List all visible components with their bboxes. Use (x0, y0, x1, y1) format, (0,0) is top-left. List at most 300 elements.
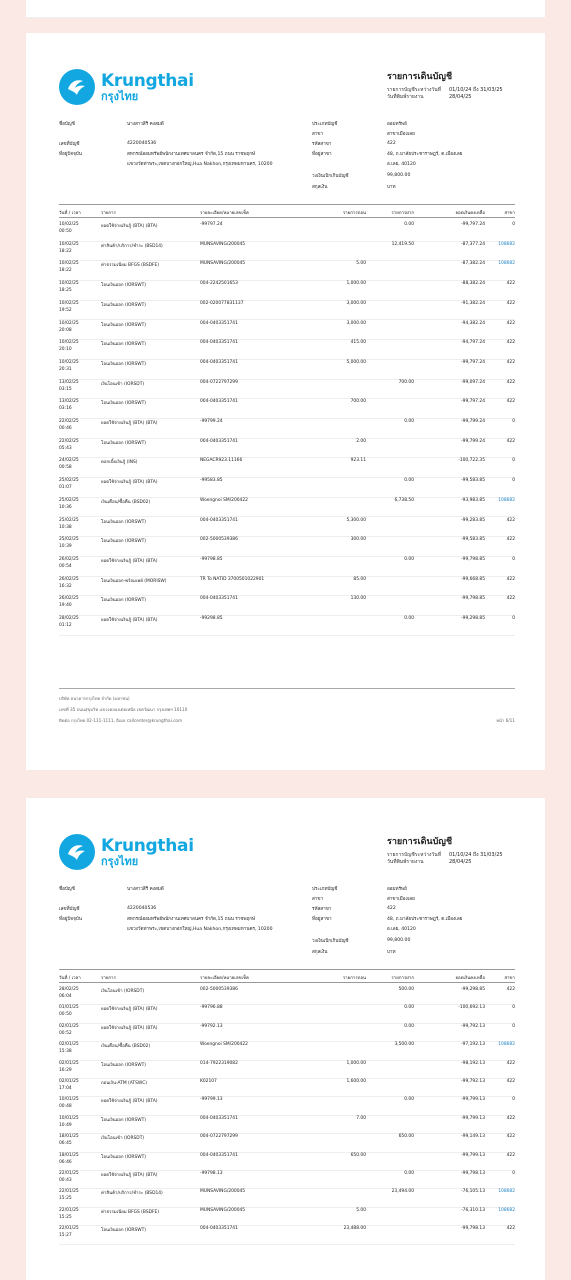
cell-detail: 004-0722797299 (200, 1134, 238, 1140)
table-row (59, 439, 515, 459)
column-header: รายละเอียด/หมายเลขเช็ค (200, 211, 249, 216)
column-header: วันที่ / เวลา (59, 211, 81, 216)
logo-text-th: กรุงไทย (101, 854, 139, 868)
account-name-value: นางสาวสิริ คงสมดี (127, 887, 164, 892)
branch-code-value: 422 (387, 141, 396, 146)
cell-balance: -97,192.13 (461, 1042, 485, 1048)
cell-branch: 108682 (498, 1207, 515, 1213)
table-row (59, 557, 515, 577)
overdraft-limit-label: วงเงินเบิกเกินบัญชี (312, 939, 349, 944)
cell-date: 22/02/25 (59, 438, 79, 444)
cell-time: 00:50 (59, 1012, 72, 1018)
cell-time: 03:16 (59, 406, 72, 412)
cell-desc: โอนเงินออก (IORSWT) (101, 302, 147, 308)
cell-date: 25/02/25 (59, 537, 79, 543)
cell-date: 02/01/25 (59, 1060, 79, 1066)
cell-withdraw: 2.00 (356, 438, 366, 444)
cell-desc: ค่าธรรมเนียม BFGS (BSDFE) (101, 263, 160, 269)
column-header: รายการ (101, 976, 116, 981)
table-row (59, 1226, 515, 1244)
branch-address-line-1: 48, ถ.มาลัยประชาราษฎร์, ต.เมืองเลย (387, 152, 463, 157)
cell-desc: เงินโอนเข้า (IORSDT) (101, 381, 145, 387)
logo-text-en: Krungthai (101, 70, 194, 91)
cell-detail: -99797.24 (200, 222, 223, 227)
cell-date: 10/02/25 (59, 281, 79, 287)
table-row (59, 1061, 515, 1079)
cell-desc: โอนเงินออก-พร้อมเพย์ (MORISW) (101, 578, 167, 584)
cell-desc: ยอดใช้จ่ายเงินกู้ (BTA) (BTA) (101, 1173, 158, 1178)
cell-branch: 422 (506, 517, 515, 523)
print-date-value: 28/04/25 (449, 859, 472, 865)
cell-branch: 0 (512, 419, 515, 424)
cell-balance: -99,797.24 (461, 359, 485, 365)
cell-date: 25/02/25 (59, 478, 79, 484)
cell-desc: ยอดใช้จ่ายเงินกู้ (BTA) (BTA) (101, 1007, 158, 1013)
table-row (59, 261, 515, 281)
column-header: ยอดเงินคงเหลือ (455, 976, 485, 981)
table-row (59, 281, 515, 301)
account-number-value: 4220040536 (127, 141, 157, 146)
cell-balance: -99,797.24 (461, 222, 485, 227)
cell-detail: 004-0403351741 (200, 1115, 238, 1121)
overdraft-limit-label: วงเงินเบิกเกินบัญชี (312, 174, 349, 179)
cell-branch: 0 (512, 1023, 515, 1029)
branch-code-value: 422 (387, 906, 396, 911)
cell-time: 00:54 (59, 563, 72, 569)
statement-page-2 (26, 798, 545, 1280)
cell-desc: ถอนเงิน-ATM (ATSWC) (101, 1081, 148, 1086)
cell-date: 24/02/25 (59, 458, 79, 464)
cell-desc: ยอดใช้จ่ายเงินกู้ (BTA) (BTA) (101, 618, 158, 623)
cell-withdraw: 1,600.00 (346, 1079, 366, 1084)
cell-desc: โอนเงินออก (IORSWT) (101, 342, 147, 348)
currency-label: สกุลเงิน (312, 950, 328, 955)
logo-text-th: กรุงไทย (101, 89, 139, 103)
table-row (59, 242, 515, 262)
cell-date: 10/02/25 (59, 222, 79, 227)
cell-time: 06:46 (59, 1159, 72, 1165)
branch-value: สาขาเมืองเลย (387, 132, 415, 137)
table-row (59, 380, 515, 400)
cell-desc: โอนเงินออก (IORSWT) (101, 1154, 147, 1160)
cell-desc: โอนเงินออก (IORSWT) (101, 401, 147, 407)
cell-balance: -99,799.13 (461, 1115, 485, 1121)
branch-address-line-2: อ.เลย, 40120 (387, 927, 416, 932)
cell-date: 18/01/25 (59, 1134, 79, 1140)
cell-desc: โอนเงินออก (IORSWT) (101, 1117, 147, 1123)
cell-date: 22/01/25 (59, 1171, 79, 1176)
cell-desc: โอนเงินออก (IORSWT) (101, 598, 147, 604)
cell-withdraw: 85.00 (353, 576, 366, 582)
cell-desc: โอนเงินออก (IORSWT) (101, 322, 147, 328)
cell-deposit: 0.00 (404, 419, 414, 424)
cell-branch: 0 (512, 556, 515, 562)
cell-date: 22/01/25 (59, 1226, 79, 1232)
cell-desc: ยอดใช้จ่ายเงินกู้ (BTA) (BTA) (101, 224, 158, 229)
account-type-value: ออมทรัพย์ (387, 887, 407, 892)
cell-desc: ยอดใช้จ่ายเงินกู้ (BTA) (BTA) (101, 421, 158, 426)
cell-deposit: 3,500.00 (394, 1042, 414, 1048)
table-row (59, 321, 515, 341)
cell-branch: 422 (506, 340, 515, 346)
cell-time: 20:31 (59, 366, 72, 372)
bird-emblem-icon (59, 69, 95, 105)
table-row (59, 1134, 515, 1152)
cell-date: 22/01/25 (59, 1207, 79, 1213)
table-header (59, 204, 515, 218)
cell-desc: โอนเงินออก (IORSWT) (101, 519, 147, 525)
statement-title: รายการเดินบัญชี (387, 72, 453, 82)
cell-balance: -99,798.85 (461, 596, 485, 602)
table-row (59, 1042, 515, 1060)
table-row (59, 1208, 515, 1226)
cell-date: 10/02/25 (59, 340, 79, 346)
cell-time: 10:36 (59, 504, 72, 510)
cell-desc: ค่าธรรมเนียม BFGS (BSDFE) (101, 1209, 160, 1215)
cell-deposit: 0.00 (404, 1023, 414, 1029)
cell-balance: -98,192.13 (461, 1060, 485, 1066)
cell-detail: -99798.13 (200, 1171, 223, 1176)
cell-balance: -99,149.13 (461, 1134, 485, 1140)
cell-detail: 002-5000539386 (200, 537, 238, 543)
cell-branch: 422 (506, 399, 515, 405)
cell-branch: 422 (506, 1079, 515, 1084)
cell-balance: -99,798.85 (461, 556, 485, 562)
account-number-label: เลขที่บัญชี (59, 142, 80, 147)
account-name-value: นางสาวสิริ คงสมดี (127, 122, 164, 127)
cell-detail: MUNSAVING/200045 (200, 1189, 246, 1195)
cell-withdraw: 5.00 (356, 261, 366, 267)
cell-balance: -99,799.24 (461, 438, 485, 444)
branch-address-line-1: 48, ถ.มาลัยประชาราษฎร์, ต.เมืองเลย (387, 917, 463, 922)
cell-withdraw: 23,488.00 (343, 1226, 366, 1232)
branch-code-label: รหัสสาขา (312, 142, 332, 147)
cell-time: 16:29 (59, 1067, 72, 1073)
column-header: รายละเอียด/หมายเลขเช็ค (200, 976, 249, 981)
cell-balance: -100,722.35 (458, 458, 485, 464)
column-header: รายการถอน (342, 211, 366, 216)
cell-withdraw: 130.00 (350, 596, 366, 602)
cell-time: 16:32 (59, 583, 72, 589)
cell-branch: 0 (512, 616, 515, 621)
period-value: 01/10/24 ถึง 31/03/25 (449, 851, 503, 858)
table-row (59, 596, 515, 616)
cell-time: 01:07 (59, 485, 72, 491)
cell-deposit: 0.00 (404, 1005, 414, 1011)
cell-balance: -99,583.85 (461, 537, 485, 543)
cell-balance: -99,283.85 (461, 517, 485, 523)
account-type-label: ประเภทบัญชี (312, 122, 338, 127)
cell-desc: ยอดใช้จ่ายเงินกู้ (BTA) (BTA) (101, 1099, 158, 1105)
cell-withdraw: 700.00 (350, 399, 366, 405)
cell-balance: -99,792.13 (461, 1023, 485, 1029)
address-line-2: แขวงวัดท่าพระ,เขตบางกอกใหญ่,Hua Nakhon,กรุงเทพมหานคร, 10200 (127, 927, 273, 932)
table-row (59, 616, 515, 636)
cell-time: 15:27 (59, 1233, 72, 1239)
cell-branch: 422 (506, 1115, 515, 1121)
krungthai-logo (59, 834, 194, 870)
branch-label: สาขา (312, 132, 324, 137)
cell-balance: -87,377.24 (461, 241, 485, 247)
cell-withdraw: 1,000.00 (346, 1060, 366, 1066)
cell-balance: -99,797.24 (461, 399, 485, 405)
cell-date: 02/01/25 (59, 1042, 79, 1048)
cell-balance: -91,382.24 (461, 300, 485, 306)
cell-detail: 004-0403351741 (200, 399, 238, 405)
cell-date: 02/01/25 (59, 1023, 79, 1029)
cell-desc: โอนเงินออก (IORSWT) (101, 283, 147, 289)
account-name-label: ชื่อบัญชี (59, 887, 75, 892)
cell-detail: 014-7922319082 (200, 1060, 238, 1066)
cell-detail: K02107 (200, 1079, 217, 1084)
currency-value: บาท (387, 950, 396, 955)
cell-deposit: 0.00 (404, 1171, 414, 1176)
table-row (59, 498, 515, 518)
cell-date: 26/02/25 (59, 556, 79, 562)
cell-desc: ยอดใช้จ่ายเงินกู้ (BTA) (BTA) (101, 558, 158, 564)
cell-branch: 422 (506, 1060, 515, 1066)
cell-detail: 004-0403351741 (200, 340, 238, 346)
cell-time: 15:38 (59, 1049, 72, 1055)
cell-detail: 002-020077831137 (200, 300, 244, 306)
cell-time: 20:08 (59, 327, 72, 333)
cell-balance: -99,799.13 (461, 1097, 485, 1103)
cell-time: 10:49 (59, 1122, 72, 1128)
statement-title-block (387, 71, 503, 102)
cell-detail: 002-5000539386 (200, 987, 238, 992)
cell-branch: 0 (512, 458, 515, 464)
cell-branch: 422 (506, 320, 515, 326)
table-row (59, 987, 515, 1005)
branch-address-label: ที่อยู่สาขา (312, 917, 332, 922)
branch-code-label: รหัสสาขา (312, 907, 332, 912)
cell-balance: -99,298.85 (461, 987, 485, 992)
cell-desc: ค่าสินค้า/บริการ/ชำระ (BSD14) (101, 243, 163, 249)
statement-page-1 (26, 33, 545, 770)
currency-label: สกุลเงิน (312, 185, 328, 190)
table-row (59, 222, 515, 242)
cell-time: 00:48 (59, 1104, 72, 1110)
cell-time: 05:43 (59, 445, 72, 451)
table-row (59, 301, 515, 321)
cell-balance: -99,583.85 (461, 478, 485, 484)
cell-branch: 422 (506, 576, 515, 582)
cell-branch: 422 (506, 438, 515, 444)
cell-branch: 0 (512, 222, 515, 227)
cell-balance: -76,105.13 (461, 1189, 485, 1195)
table-row (59, 1189, 515, 1207)
cell-date: 01/01/25 (59, 1005, 79, 1011)
cell-desc: โอนเงินออก (IORSWT) (101, 361, 147, 367)
cell-time: 00:50 (59, 229, 72, 234)
cell-time: 00:46 (59, 426, 72, 431)
cell-time: 10:39 (59, 544, 72, 550)
address-label: ที่อยู่ปัจจุบัน (59, 152, 82, 157)
branch-address-label: ที่อยู่สาขา (312, 152, 332, 157)
cell-withdraw: 650.00 (350, 1152, 366, 1158)
cell-time: 18:22 (59, 268, 72, 274)
cell-branch: 0 (512, 1097, 515, 1103)
cell-desc: โอนเงินออก (IORSWT) (101, 1062, 147, 1068)
cell-branch: 0 (512, 1171, 515, 1176)
table-header (59, 969, 515, 983)
cell-withdraw: 3,000.00 (346, 320, 366, 326)
cell-date: 10/02/25 (59, 359, 79, 365)
table-row (59, 340, 515, 360)
cell-date: 28/02/25 (59, 616, 79, 621)
cell-balance: -93,983.85 (461, 497, 485, 503)
cell-date: 13/02/25 (59, 399, 79, 405)
cell-withdraw: 5,300.00 (346, 517, 366, 523)
cell-balance: -76,310.13 (461, 1207, 485, 1213)
cell-time: 19:52 (59, 307, 72, 313)
cell-date: 10/02/25 (59, 320, 79, 326)
cell-withdraw: 5,000.00 (346, 359, 366, 365)
cell-desc: เงินเดือน/ซื้อคืน (BSD02) (101, 499, 151, 505)
cell-balance: -99,799.24 (461, 419, 485, 424)
cell-branch: 108682 (498, 497, 515, 503)
table-row (59, 577, 515, 597)
cell-date: 26/02/25 (59, 576, 79, 582)
cell-balance: -99,097.24 (461, 379, 485, 385)
address-line-2: แขวงวัดท่าพระ,เขตบางกอกใหญ่,Hua Nakhon,กรุงเทพมหานคร, 10200 (127, 162, 273, 167)
cell-date: 10/01/25 (59, 1115, 79, 1121)
cell-withdraw: 7.00 (356, 1115, 366, 1121)
previous-page-edge (26, 0, 545, 18)
cell-branch: 422 (506, 1134, 515, 1140)
cell-balance: -87,382.24 (461, 261, 485, 267)
cell-detail: 004-0403351741 (200, 1152, 238, 1158)
cell-time: 06:04 (59, 994, 72, 999)
cell-branch: 422 (506, 987, 515, 992)
cell-detail: -99796.88 (200, 1005, 223, 1011)
period-value: 01/10/24 ถึง 31/03/25 (449, 86, 503, 93)
cell-detail: 004-0403351741 (200, 438, 238, 444)
cell-detail: Woengnoi SM/200422 (200, 1042, 248, 1048)
krungthai-logo (59, 69, 194, 105)
table-row (59, 399, 515, 419)
cell-branch: 422 (506, 359, 515, 365)
cell-detail: MUNSAVING/200045 (200, 261, 246, 267)
cell-balance: -99,799.13 (461, 1152, 485, 1158)
cell-balance: -94,382.24 (461, 320, 485, 326)
table-row (59, 478, 515, 498)
address-line-1: สหกรณ์ออมทรัพย์พนักงานเทศบาลนคร จำกัด,15 ถนน ราชพฤกษ์ (127, 152, 256, 157)
address-label: ที่อยู่ปัจจุบัน (59, 917, 82, 922)
cell-date: 22/01/25 (59, 1189, 79, 1195)
cell-desc: ยอดใช้จ่ายเงินกู้ (BTA) (BTA) (101, 1025, 158, 1031)
table-row (59, 1171, 515, 1189)
cell-detail: MUNSAVING/200045 (200, 1207, 246, 1213)
column-header: สาขา (504, 211, 515, 216)
period-label: รายการบัญชีระหว่างวันที่ (387, 86, 442, 93)
cell-withdraw: 3,000.00 (346, 300, 366, 306)
column-header: รายการ (101, 211, 116, 216)
table-row (59, 360, 515, 380)
cell-branch: 0 (512, 1005, 515, 1011)
address-line-1: สหกรณ์ออมทรัพย์พนักงานเทศบาลนคร จำกัด,15 ถนน ราชพฤกษ์ (127, 917, 256, 922)
cell-time: 10:38 (59, 524, 72, 530)
cell-detail: NEGACR923.11166 (200, 458, 243, 464)
column-header: รายการถอน (342, 976, 366, 981)
cell-deposit: 0.00 (404, 616, 414, 621)
cell-balance: -88,382.24 (461, 281, 485, 287)
cell-detail: -99298.85 (200, 616, 223, 621)
cell-balance: -99,798.13 (461, 1171, 485, 1176)
cell-detail: 004-0403351741 (200, 596, 238, 602)
cell-desc: โอนเงินออก (IORSWT) (101, 1228, 147, 1234)
cell-balance: -100,692.13 (458, 1005, 485, 1011)
footer-address: เลขที่ 35 ถนนสุขุมวิท แขวงคลองเตยเหนือ เขตวัฒนา กรุงเทพฯ 10110 (59, 707, 188, 712)
account-number-label: เลขที่บัญชี (59, 907, 80, 912)
column-header: วันที่ / เวลา (59, 976, 81, 981)
cell-withdraw: 415.00 (350, 340, 366, 346)
cell-withdraw: 923.11 (350, 458, 366, 464)
cell-branch: 422 (506, 1152, 515, 1158)
footer-company: บริษัท ธนาคารกรุงไทย จำกัด (มหาชน) (59, 696, 130, 701)
cell-time: 03:15 (59, 386, 72, 392)
print-date-label: วันที่พิมพ์รายงาน (387, 859, 424, 865)
cell-detail: 004-0403351741 (200, 359, 238, 365)
cell-balance: -94,797.24 (461, 340, 485, 346)
cell-date: 02/01/25 (59, 1079, 79, 1084)
cell-branch: 108682 (498, 241, 515, 247)
cell-desc: เงินโอนเข้า (IORSDT) (101, 1136, 145, 1142)
print-date-value: 28/04/25 (449, 94, 472, 100)
cell-time: 17:04 (59, 1086, 72, 1091)
column-header: รายการฝาก (391, 976, 414, 981)
table-row (59, 1079, 515, 1097)
cell-time: 00:58 (59, 465, 72, 471)
cell-time: 15:25 (59, 1214, 72, 1220)
overdraft-limit-value: 99,800.00 (387, 938, 411, 943)
cell-detail: -99799.13 (200, 1097, 223, 1103)
cell-deposit: 0.00 (404, 478, 414, 484)
cell-balance: -99,298.85 (461, 616, 485, 621)
cell-date: 18/01/25 (59, 1152, 79, 1158)
account-type-label: ประเภทบัญชี (312, 887, 338, 892)
cell-branch: 422 (506, 300, 515, 306)
cell-date: 22/02/25 (59, 419, 79, 424)
cell-deposit: 23,494.00 (391, 1189, 414, 1195)
cell-desc: โอนเงินออก (IORSWT) (101, 440, 147, 446)
account-number-value: 4220040536 (127, 906, 157, 911)
cell-date: 26/02/25 (59, 596, 79, 602)
cell-deposit: 6,738.50 (394, 497, 414, 503)
cell-date: 10/02/25 (59, 300, 79, 306)
cell-date: 10/01/25 (59, 1097, 79, 1103)
cell-time: 06:45 (59, 1141, 72, 1147)
cell-branch: 108682 (498, 1042, 515, 1048)
account-type-value: ออมทรัพย์ (387, 122, 407, 127)
footer-contact: ติดต่อ กรุงไทย 02-111-1111, อีเมล callcenter@krungthai.com (59, 718, 183, 723)
cell-detail: 004-2242501653 (200, 281, 238, 287)
cell-detail: 004-0403351741 (200, 517, 238, 523)
cell-branch: 422 (506, 379, 515, 385)
cell-detail: TR To NATID 3700501022901 (200, 576, 265, 582)
column-header: สาขา (504, 976, 515, 981)
cell-deposit: 0.00 (404, 222, 414, 227)
cell-time: 18:22 (59, 248, 72, 254)
cell-detail: 004-0722797299 (200, 379, 238, 385)
table-row (59, 537, 515, 557)
column-header: รายการฝาก (391, 211, 414, 216)
cell-time: 15:25 (59, 1196, 72, 1202)
cell-branch: 422 (506, 281, 515, 287)
column-header: ยอดเงินคงเหลือ (455, 211, 485, 216)
cell-desc: โอนเงินออก (IORSWT) (101, 539, 147, 545)
branch-address-line-2: อ.เลย, 40120 (387, 162, 416, 167)
